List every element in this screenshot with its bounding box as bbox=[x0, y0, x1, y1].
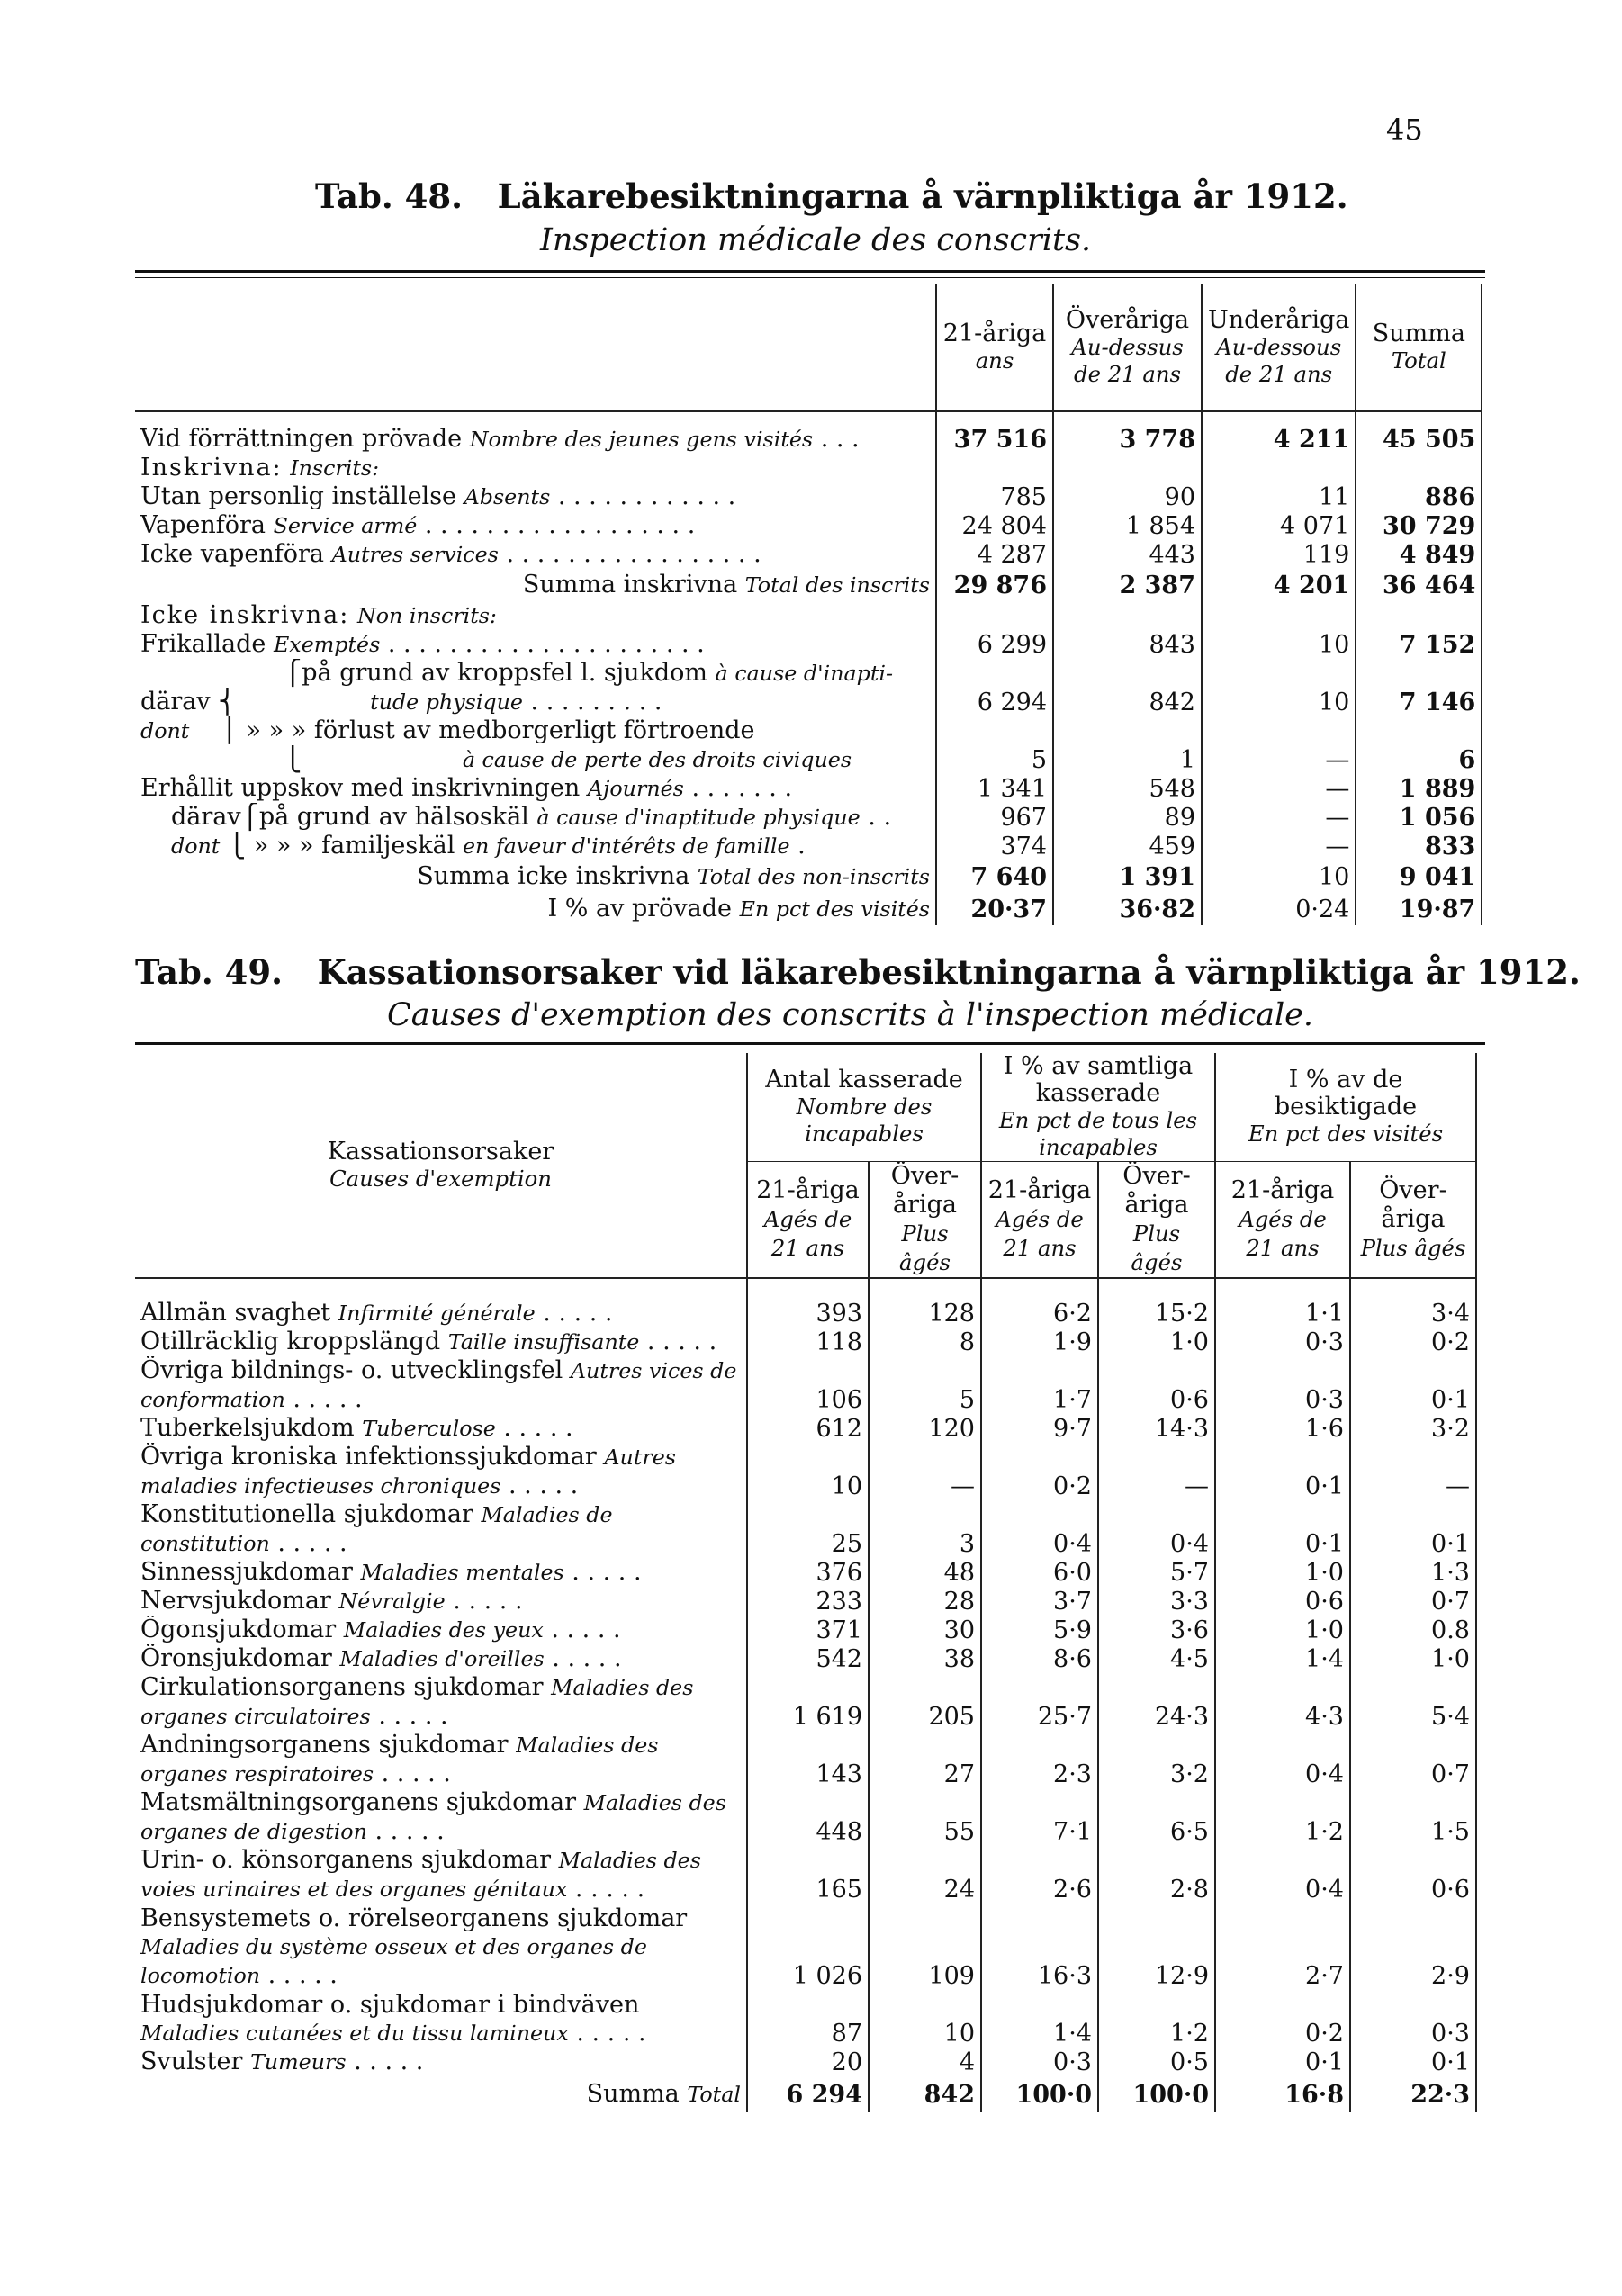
tab49-row-label: Hudsjukdomar o. sjukdomar i bindväven Maladies cutanées et du tissu lamineux . . . . . bbox=[140, 1990, 646, 2047]
tab48-row-icke-inskrivna-header: Icke inskrivna: Non inscrits: bbox=[135, 601, 1482, 630]
tab49-row-label: Ögonsjukdomar Maladies des yeux . . . . . bbox=[140, 1616, 621, 1643]
tab49-cell: 1·5 bbox=[1350, 1788, 1476, 1846]
tab49-row bbox=[135, 1356, 1476, 1414]
tab49-subtitle: Causes d'exemption des conscrits à l'inspection médicale. bbox=[387, 997, 1314, 1033]
tab49-cell: 1 026 bbox=[747, 1904, 869, 1990]
tab48-row-familjeskal: dont ⎩ » » » familjeskäl en faveur d'intérêts de famille . 374 459 — 833 bbox=[135, 832, 1482, 860]
tab49-row bbox=[135, 1500, 1476, 1558]
tab49-cell: 1·3 bbox=[1350, 1558, 1476, 1587]
tab49-cell: 6·2 bbox=[981, 1299, 1098, 1328]
tab49-cell: — bbox=[1098, 1443, 1215, 1500]
tab49-cell: 3·3 bbox=[1098, 1587, 1215, 1616]
tab49-cell: 0·5 bbox=[1098, 2048, 1215, 2076]
tab49-cell: 233 bbox=[747, 1587, 869, 1616]
tab48-header-row bbox=[135, 284, 1482, 411]
tab48-title-text: Läkarebesiktningarna å värnpliktiga år 1912. bbox=[497, 176, 1348, 216]
tab49-cell: 48 bbox=[869, 1558, 981, 1587]
tab48-header-blank bbox=[135, 284, 936, 411]
tab49-title-prefix: Tab. 49. bbox=[135, 952, 283, 992]
tab49-group-pct-besiktigade: I % av de besiktigade En pct des visités bbox=[1215, 1053, 1476, 1162]
tab48-title bbox=[315, 176, 1348, 216]
tab49-cell: 0·6 bbox=[1350, 1846, 1476, 1904]
tab49-cell: 0·2 bbox=[1350, 1328, 1476, 1356]
tab49-cell: 38 bbox=[869, 1644, 981, 1673]
tab49-row-label: Urin- o. könsorganens sjukdomar Maladies des voies urinaires et des organes génitaux . . . . . bbox=[140, 1846, 701, 1903]
tab48-row-inskrivna-header: Inskrivna: Inscrits: bbox=[135, 454, 1482, 482]
tab49-row bbox=[135, 1846, 1476, 1904]
tab49-cell: 0·1 bbox=[1215, 2048, 1350, 2076]
tab49-cell: 393 bbox=[747, 1299, 869, 1328]
tab48-row-uppskov: Erhållit uppskov med inskrivningen Ajournés . . . . . . . 1 341 548 — 1 889 bbox=[135, 774, 1482, 803]
tab49-cell: 371 bbox=[747, 1616, 869, 1644]
tab48-row-utan: Utan personlig inställelse Absents . . . . . . . . . . . . 785 90 11 886 bbox=[135, 482, 1482, 511]
tab48-row-kroppsfel-b: därav ⎨ tude physique . . . . . . . . . 6 294 842 10 7 146 bbox=[135, 688, 1482, 716]
tab49-sub-over-c: Över-åriga Plus âgés bbox=[1350, 1162, 1476, 1279]
tab49-cell: 8·6 bbox=[981, 1644, 1098, 1673]
tab49-cell: 27 bbox=[869, 1731, 981, 1788]
tab49-col-label: Kassationsorsaker Causes d'exemption bbox=[135, 1053, 747, 1278]
tab49-cell: 0·2 bbox=[981, 1443, 1098, 1500]
tab49-cell: 612 bbox=[747, 1414, 869, 1443]
tab49-cell: 10 bbox=[747, 1443, 869, 1500]
tab49-cell: 5 bbox=[869, 1356, 981, 1414]
tab49-cell: 6·0 bbox=[981, 1558, 1098, 1587]
tab49-cell: 0·4 bbox=[1098, 1500, 1215, 1558]
tab49-cell: 16·3 bbox=[981, 1904, 1098, 1990]
tab48-row-icke-vapenfora: Icke vapenföra Autres services . . . . . . . . . . . . . . . . . 4 287 443 119 4 849 bbox=[135, 540, 1482, 569]
tab49-cell: 0·4 bbox=[1215, 1846, 1350, 1904]
tab49-row-label: Konstitutionella sjukdomar Maladies de constitution . . . . . bbox=[140, 1500, 613, 1557]
tab49-cell: 1·2 bbox=[1215, 1788, 1350, 1846]
tab48-col-21: 21-åriga ans bbox=[936, 284, 1053, 411]
tab49-row bbox=[135, 1788, 1476, 1846]
tab49-cell: 0·1 bbox=[1350, 1500, 1476, 1558]
tab49-cell: 2·3 bbox=[981, 1731, 1098, 1788]
tab49-row-label: Nervsjukdomar Névralgie . . . . . bbox=[140, 1587, 523, 1615]
tab49-row bbox=[135, 1299, 1476, 1328]
tab49-cell: 9·7 bbox=[981, 1414, 1098, 1443]
tab49-cell: 1·1 bbox=[1215, 1299, 1350, 1328]
tab49-cell: 0·6 bbox=[1215, 1587, 1350, 1616]
tab49-cell: 10 bbox=[869, 1990, 981, 2048]
tab49-cell: 87 bbox=[747, 1990, 869, 2048]
tab48-table bbox=[135, 284, 1482, 925]
tab49-cell: 2·8 bbox=[1098, 1846, 1215, 1904]
tab49-cell: — bbox=[1350, 1443, 1476, 1500]
tab49-cell: 5·7 bbox=[1098, 1558, 1215, 1587]
tab48-row-fortroende-b: ⎩ à cause de perte des droits civiques 5 1 — 6 bbox=[135, 745, 1482, 774]
tab49-cell: 1·6 bbox=[1215, 1414, 1350, 1443]
tab49-cell: 1·7 bbox=[981, 1356, 1098, 1414]
tab48-col-summa: Summa Total bbox=[1356, 284, 1482, 411]
tab49-cell: 1·0 bbox=[1098, 1328, 1215, 1356]
tab49-sub-over-a: Över-åriga Plus âgés bbox=[869, 1162, 981, 1279]
tab49-row bbox=[135, 1673, 1476, 1731]
tab49-cell: 1·4 bbox=[981, 1990, 1098, 2048]
tab49-cell: 24·3 bbox=[1098, 1673, 1215, 1731]
tab48-row-summa-icke: Summa icke inskrivna Total des non-inscrits 7 640 1 391 10 9 041 bbox=[135, 860, 1482, 893]
tab49-top-rule bbox=[135, 1042, 1485, 1045]
tab49-cell: 1 619 bbox=[747, 1673, 869, 1731]
tab49-cell: 14·3 bbox=[1098, 1414, 1215, 1443]
tab49-cell: 128 bbox=[869, 1299, 981, 1328]
tab49-cell: 1·0 bbox=[1215, 1616, 1350, 1644]
tab49-cell: 0·7 bbox=[1350, 1731, 1476, 1788]
tab49-cell: 4 bbox=[869, 2048, 981, 2076]
tab49-cell: — bbox=[869, 1443, 981, 1500]
tab49-cell: 4·3 bbox=[1215, 1673, 1350, 1731]
tab49-cell: 25·7 bbox=[981, 1673, 1098, 1731]
tab49-cell: 5·4 bbox=[1350, 1673, 1476, 1731]
tab48-top-rule bbox=[135, 270, 1485, 273]
tab49-row-label: Övriga kroniska infektionssjukdomar Autres maladies infectieuses chroniques . . . . . bbox=[140, 1443, 676, 1499]
tab49-cell: 376 bbox=[747, 1558, 869, 1587]
tab49-row-label: Öronsjukdomar Maladies d'oreilles . . . . . bbox=[140, 1644, 622, 1672]
tab49-row-label: Allmän svaghet Infirmité générale . . . . . bbox=[140, 1299, 613, 1327]
tab49-row-label: Tuberkelsjukdom Tuberculose . . . . . bbox=[140, 1414, 573, 1442]
tab49-row bbox=[135, 2048, 1476, 2076]
tab49-cell: 0·3 bbox=[1215, 1328, 1350, 1356]
tab49-row bbox=[135, 1328, 1476, 1356]
tab49-cell: 3·2 bbox=[1098, 1731, 1215, 1788]
tab49-cell: 3·6 bbox=[1098, 1616, 1215, 1644]
tab49-cell: 4·5 bbox=[1098, 1644, 1215, 1673]
tab49-cell: 1·2 bbox=[1098, 1990, 1215, 2048]
tab49-row bbox=[135, 1990, 1476, 2048]
tab49-row-label: Sinnessjukdomar Maladies mentales . . . . . bbox=[140, 1558, 642, 1586]
tab49-row-label: Övriga bildnings- o. utvecklingsfel Autres vices de conformation . . . . . bbox=[140, 1356, 737, 1413]
tab49-cell: 3·2 bbox=[1350, 1414, 1476, 1443]
tab49-cell: 205 bbox=[869, 1673, 981, 1731]
tab49-cell: 109 bbox=[869, 1904, 981, 1990]
tab49-row bbox=[135, 1587, 1476, 1616]
tab49-cell: 0·2 bbox=[1215, 1990, 1350, 2048]
tab49-cell: 165 bbox=[747, 1846, 869, 1904]
tab49-title-text: Kassationsorsaker vid läkarebesiktningarna å värnpliktiga år 1912. bbox=[317, 952, 1581, 992]
tab49-row bbox=[135, 1904, 1476, 1990]
tab49-cell: 2·7 bbox=[1215, 1904, 1350, 1990]
tab49-cell: 0·3 bbox=[1350, 1990, 1476, 2048]
tab49-cell: 28 bbox=[869, 1587, 981, 1616]
tab49-sub-21-a: 21-åriga Agés de 21 ans bbox=[747, 1162, 869, 1279]
tab49-cell: 30 bbox=[869, 1616, 981, 1644]
tab49-cell: 0·1 bbox=[1215, 1443, 1350, 1500]
tab48-row-halsoskal: därav⎧på grund av hälsoskäl à cause d'inaptitude physique . . 967 89 — 1 056 bbox=[135, 803, 1482, 832]
tab49-cell: 2·9 bbox=[1350, 1904, 1476, 1990]
tab48-row-provade: Vid förrättningen prövade Nombre des jeunes gens visités . . . 37 516 3 778 4 211 45 505 bbox=[135, 425, 1482, 454]
tab49-cell: 1·0 bbox=[1215, 1558, 1350, 1587]
tab49-cell: 12·9 bbox=[1098, 1904, 1215, 1990]
tab49-cell: 3·7 bbox=[981, 1587, 1098, 1616]
tab49-group-antal: Antal kasserade Nombre des incapables bbox=[747, 1053, 981, 1162]
tab49-cell: 6·5 bbox=[1098, 1788, 1215, 1846]
tab49-cell: 143 bbox=[747, 1731, 869, 1788]
tab49-cell: 0·4 bbox=[981, 1500, 1098, 1558]
tab49-cell: 106 bbox=[747, 1356, 869, 1414]
tab49-cell: 20 bbox=[747, 2048, 869, 2076]
tab48-col-under: Underåriga Au-dessous de 21 ans bbox=[1202, 284, 1356, 411]
tab48-row-summa-inskrivna: Summa inskrivna Total des inscrits 29 876 2 387 4 201 36 464 bbox=[135, 569, 1482, 601]
tab48-row-procent: I % av prövade En pct des visités 20·37 36·82 0·24 19·87 bbox=[135, 893, 1482, 925]
tab48-row-frikallade: Frikallade Exemptés . . . . . . . . . . . . . . . . . . . . . 6 299 843 10 7 152 bbox=[135, 630, 1482, 659]
tab49-table bbox=[135, 1053, 1477, 2112]
tab49-cell: 0.8 bbox=[1350, 1616, 1476, 1644]
tab49-sub-21-b: 21-åriga Agés de 21 ans bbox=[981, 1162, 1098, 1279]
tab48-top-rule-thin bbox=[135, 277, 1485, 278]
tab49-cell: 0·1 bbox=[1350, 2048, 1476, 2076]
tab48-subtitle: Inspection médicale des conscrits. bbox=[540, 222, 1092, 258]
tab49-row-label: Svulster Tumeurs . . . . . bbox=[140, 2048, 424, 2075]
tab49-cell: 1·9 bbox=[981, 1328, 1098, 1356]
tab49-row bbox=[135, 1644, 1476, 1673]
tab49-cell: 15·2 bbox=[1098, 1299, 1215, 1328]
tab49-cell: 0·3 bbox=[981, 2048, 1098, 2076]
page-number: 45 bbox=[1386, 113, 1423, 147]
tab48-row-vapenfora: Vapenföra Service armé . . . . . . . . . . . . . . . . . . 24 804 1 854 4 071 30 729 bbox=[135, 511, 1482, 540]
tab48-col-over: Överåriga Au-dessus de 21 ans bbox=[1053, 284, 1202, 411]
tab49-cell: 8 bbox=[869, 1328, 981, 1356]
tab49-row bbox=[135, 1731, 1476, 1788]
tab49-row-label: Otillräcklig kroppslängd Taille insuffisante . . . . . bbox=[140, 1328, 717, 1355]
tab49-row bbox=[135, 1414, 1476, 1443]
tab49-row bbox=[135, 1616, 1476, 1644]
tab49-row-label: Andningsorganens sjukdomar Maladies des organes respiratoires . . . . . bbox=[140, 1731, 659, 1787]
tab49-row bbox=[135, 1443, 1476, 1500]
tab49-cell: 5·9 bbox=[981, 1616, 1098, 1644]
tab49-cell: 7·1 bbox=[981, 1788, 1098, 1846]
tab49-cell: 1·0 bbox=[1350, 1644, 1476, 1673]
tab49-cell: 3·4 bbox=[1350, 1299, 1476, 1328]
tab48-row-fortroende-a: dont ⎪ » » » förlust av medborgerligt förtroende bbox=[135, 716, 1482, 745]
tab48-row-kroppsfel-a: ⎧på grund av kroppsfel l. sjukdom à cause d'inapti- bbox=[135, 659, 1482, 688]
tab49-cell: 2·6 bbox=[981, 1846, 1098, 1904]
tab49-sub-21-c: 21-åriga Agés de 21 ans bbox=[1215, 1162, 1350, 1279]
tab49-cell: 0·1 bbox=[1350, 1356, 1476, 1414]
tab49-sub-over-b: Över-åriga Plus âgés bbox=[1098, 1162, 1215, 1279]
tab49-cell: 0·3 bbox=[1215, 1356, 1350, 1414]
tab49-cell: 24 bbox=[869, 1846, 981, 1904]
tab48-title-prefix: Tab. 48. bbox=[315, 176, 463, 216]
tab49-cell: 1·4 bbox=[1215, 1644, 1350, 1673]
tab49-cell: 448 bbox=[747, 1788, 869, 1846]
tab49-cell: 25 bbox=[747, 1500, 869, 1558]
tab49-row-label: Cirkulationsorganens sjukdomar Maladies des organes circulatoires . . . . . bbox=[140, 1673, 694, 1730]
tab49-row-total: Summa Total 6 294 842 100·0 100·0 16·8 22·3 bbox=[135, 2076, 1476, 2112]
tab49-header-row-1 bbox=[135, 1053, 1476, 1162]
tab49-row bbox=[135, 1558, 1476, 1587]
tab49-cell: 0·4 bbox=[1215, 1731, 1350, 1788]
tab49-row-label: Bensystemets o. rörelseorganens sjukdomar Maladies du système osseux et des organes de locomotion . . . . . bbox=[140, 1904, 688, 1989]
tab49-cell: 542 bbox=[747, 1644, 869, 1673]
tab49-cell: 0·1 bbox=[1215, 1500, 1350, 1558]
tab49-cell: 55 bbox=[869, 1788, 981, 1846]
tab49-title bbox=[135, 952, 1581, 992]
tab49-cell: 120 bbox=[869, 1414, 981, 1443]
tab49-cell: 0·6 bbox=[1098, 1356, 1215, 1414]
tab49-row-label: Matsmältningsorganens sjukdomar Maladies des organes de digestion . . . . . bbox=[140, 1788, 726, 1845]
tab49-cell: 118 bbox=[747, 1328, 869, 1356]
tab49-cell: 3 bbox=[869, 1500, 981, 1558]
tab49-cell: 0·7 bbox=[1350, 1587, 1476, 1616]
tab49-group-pct-kasserade: I % av samtliga kasserade En pct de tous les incapables bbox=[981, 1053, 1215, 1162]
